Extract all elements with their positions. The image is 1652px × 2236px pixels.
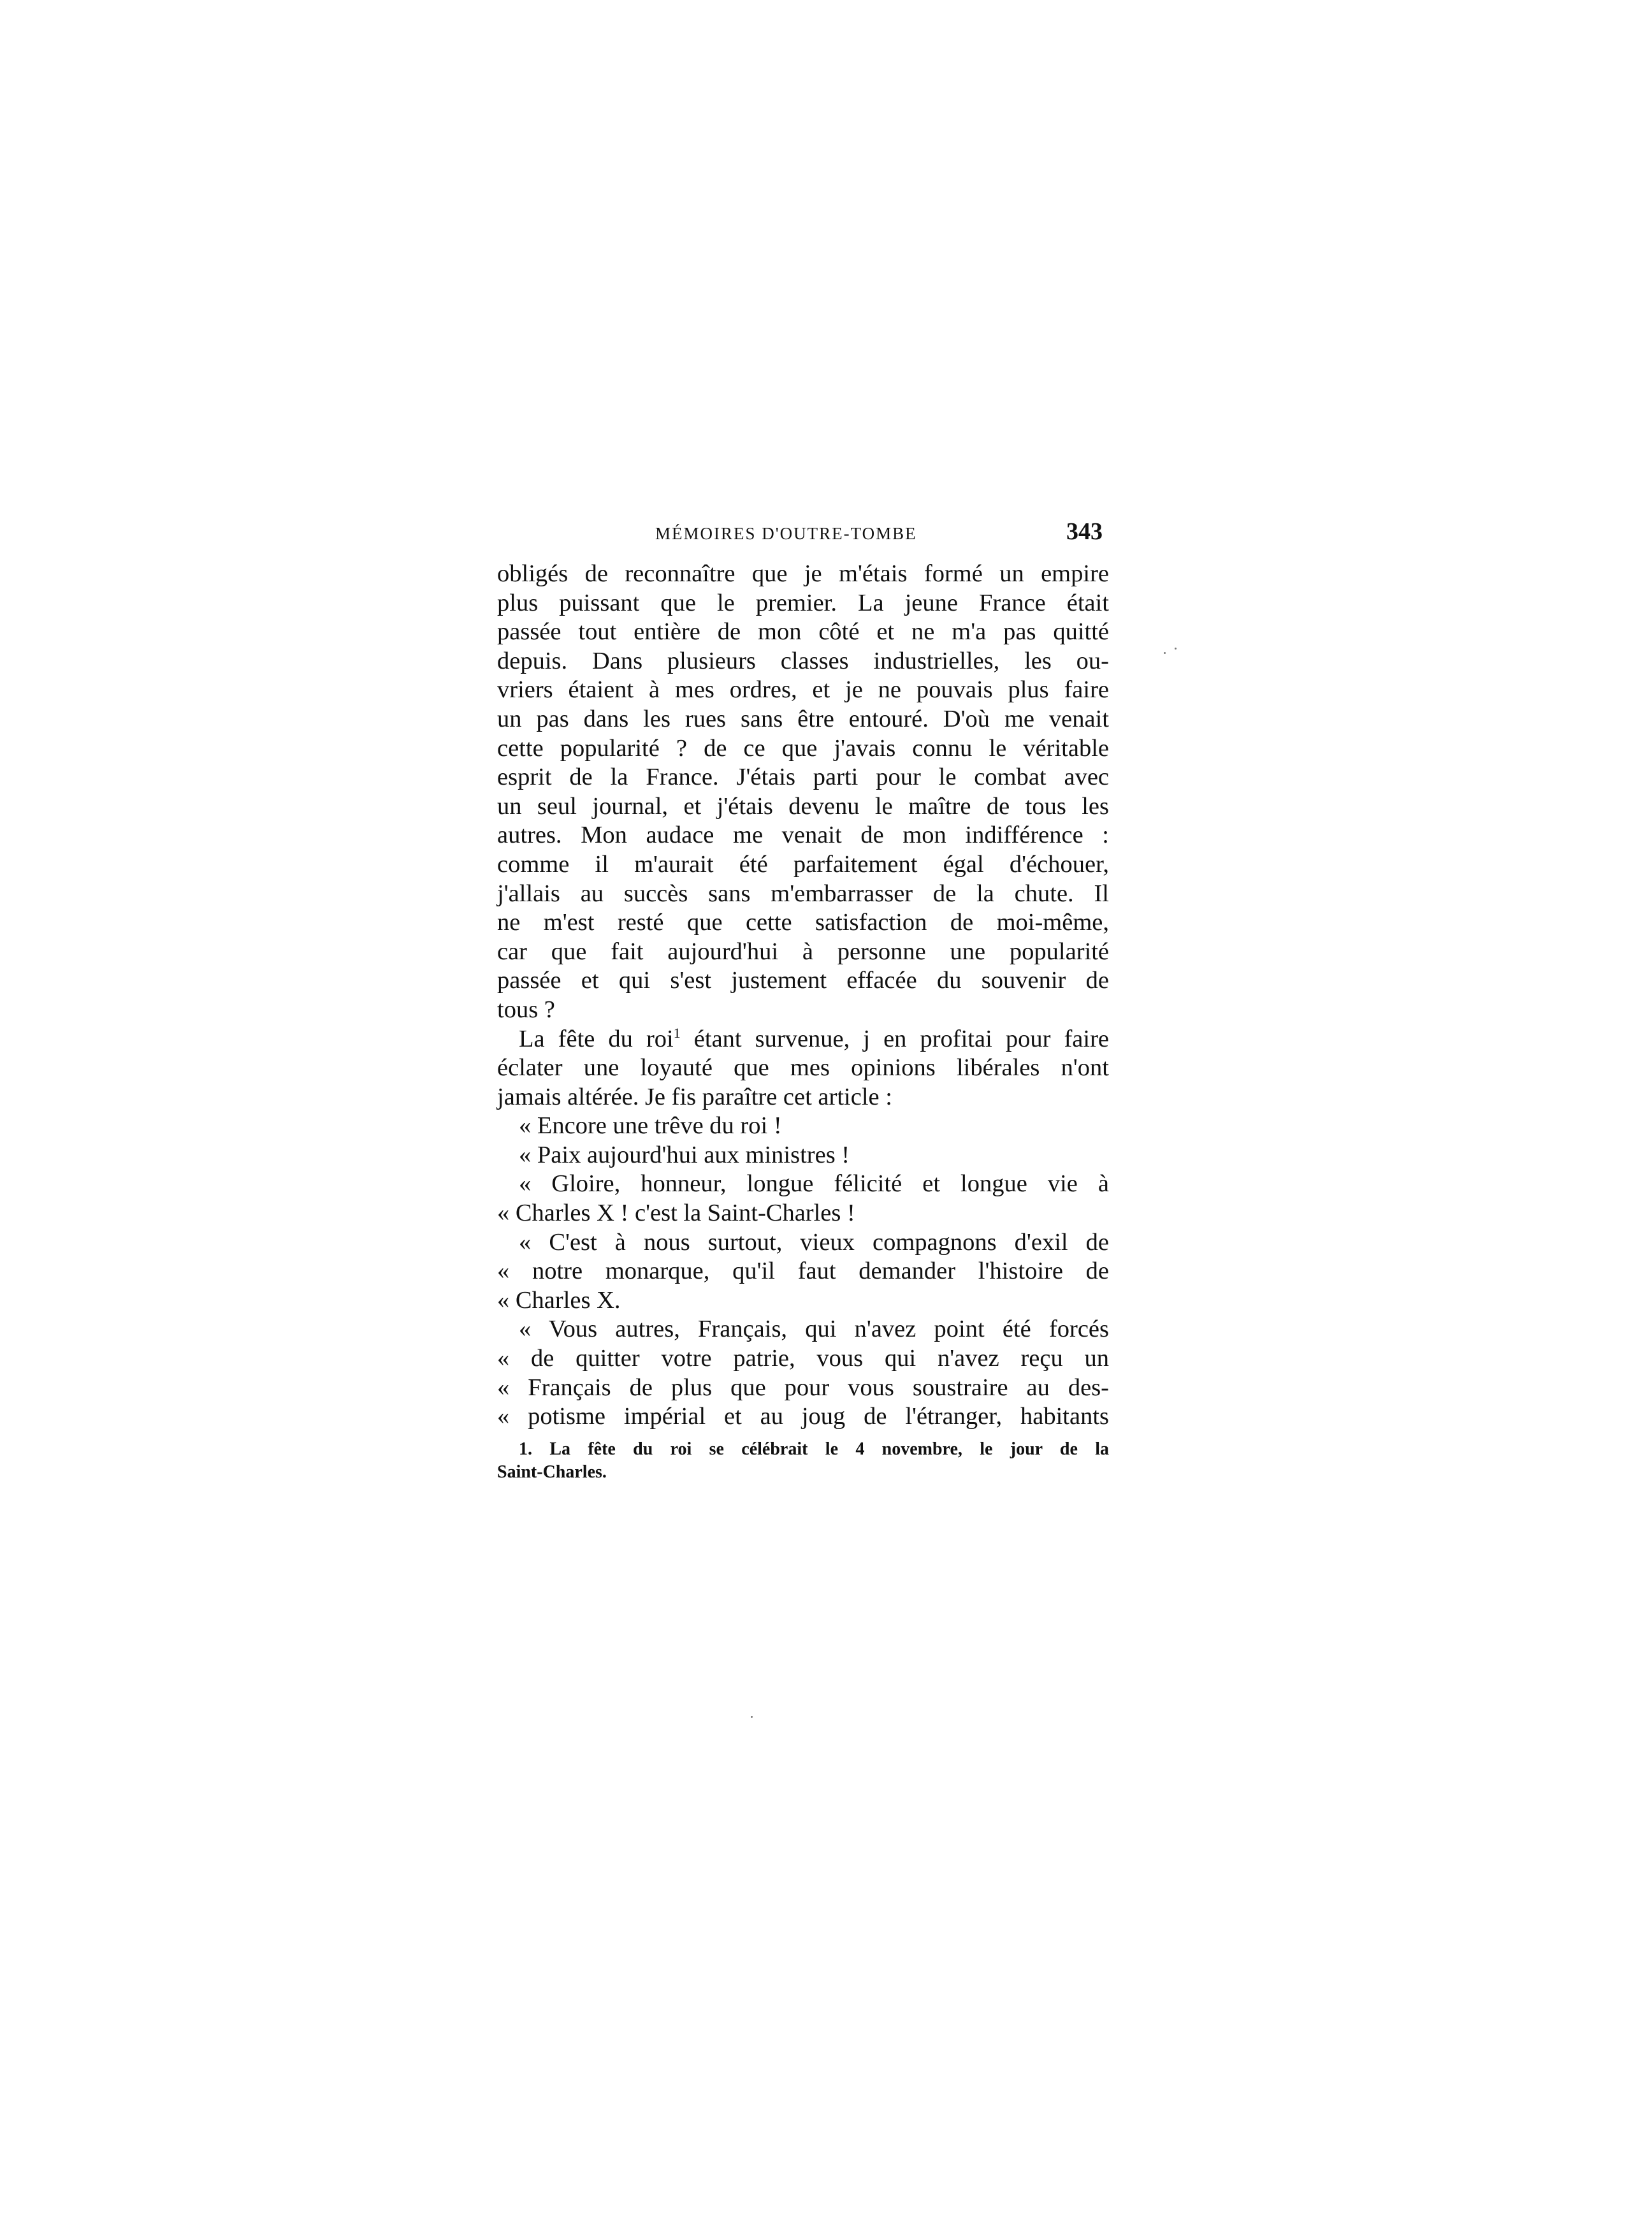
text-line: « Gloire, honneur, longue félicité et longue vie à (519, 1170, 1109, 1198)
text-line: plus puissant que le premier. La jeune France était (497, 589, 1109, 616)
print-speck (1175, 648, 1177, 650)
footnote (497, 1438, 1109, 1484)
running-title: MÉMOIRES D'OUTRE-TOMBE (655, 524, 917, 543)
text-line: comme il m'aurait été parfaitement égal d'échouer, (497, 850, 1109, 878)
quoted-article (497, 1112, 1109, 1432)
print-speck (1164, 652, 1166, 654)
text-line: passée tout entière de mon côté et ne m'a pas quitté (497, 618, 1109, 646)
text-line: « Charles X ! c'est la Saint-Charles ! (497, 1200, 855, 1227)
text-span: étant survenue, j en profitai pour faire (680, 1025, 1109, 1052)
text-line: « potisme impérial et au joug de l'étranger, habitants (497, 1403, 1109, 1430)
text-span: La fête du roi (519, 1025, 674, 1052)
quote-paragraph (497, 1141, 1109, 1170)
text-line: jamais altérée. Je fis paraître cet article : (497, 1083, 892, 1110)
text-line: « Paix aujourd'hui aux ministres ! (519, 1141, 850, 1168)
running-header (497, 518, 1109, 556)
text-line: 1. La fête du roi se célébrait le 4 novembre, le jour de la (519, 1439, 1109, 1459)
text-line: éclater une loyauté que mes opinions libérales n'ont (497, 1054, 1109, 1082)
text-line: esprit de la France. J'étais parti pour le combat avec (497, 764, 1109, 791)
text-line: tous ? (497, 996, 555, 1023)
text-line: obligés de reconnaître que je m'étais formé un empire (497, 560, 1109, 587)
text-line: « Français de plus que pour vous soustraire au des- (497, 1374, 1109, 1401)
footnote-marker: 1 (673, 1024, 681, 1041)
text-line: autres. Mon audace me venait de mon indifférence : (497, 822, 1109, 849)
quote-paragraph (497, 1228, 1109, 1316)
text-line: « Charles X. (497, 1286, 621, 1314)
page-number: 343 (1066, 518, 1103, 545)
quote-paragraph (497, 1112, 1109, 1141)
text-line (497, 1025, 1109, 1054)
text-line: « notre monarque, qu'il faut demander l'histoire de (497, 1258, 1109, 1285)
text-line: car que fait aujourd'hui à personne une popularité (497, 938, 1109, 965)
text-line: depuis. Dans plusieurs classes industrielles, les ou- (497, 647, 1109, 674)
print-speck (751, 1716, 753, 1718)
text-block (497, 518, 1109, 1484)
quote-paragraph (497, 1315, 1109, 1431)
text-line: un seul journal, et j'étais devenu le maître de tous les (497, 792, 1109, 820)
text-line: « Encore une trêve du roi ! (519, 1112, 782, 1140)
text-line: cette popularité ? de ce que j'avais connu le véritable (497, 734, 1109, 762)
text-line: « de quitter votre patrie, vous qui n'avez reçu un (497, 1345, 1109, 1372)
text-line: ne m'est resté que cette satisfaction de moi-même, (497, 909, 1109, 936)
text-line: « Vous autres, Français, qui n'avez point été forcés (519, 1316, 1109, 1343)
text-line: « C'est à nous surtout, vieux compagnons d'exil de (519, 1228, 1109, 1256)
text-line: passée et qui s'est justement effacée du souvenir de (497, 967, 1109, 994)
text-line: un pas dans les rues sans être entouré. D'où me venait (497, 705, 1109, 732)
text-line: j'allais au succès sans m'embarrasser de la chute. Il (497, 880, 1109, 907)
main-text (497, 560, 1109, 1432)
paragraph-2 (497, 1025, 1109, 1112)
text-line: Saint-Charles. (497, 1462, 607, 1482)
text-line: vriers étaient à mes ordres, et je ne pouvais plus faire (497, 676, 1109, 704)
paragraph-1 (497, 560, 1109, 1025)
quote-paragraph (497, 1170, 1109, 1228)
